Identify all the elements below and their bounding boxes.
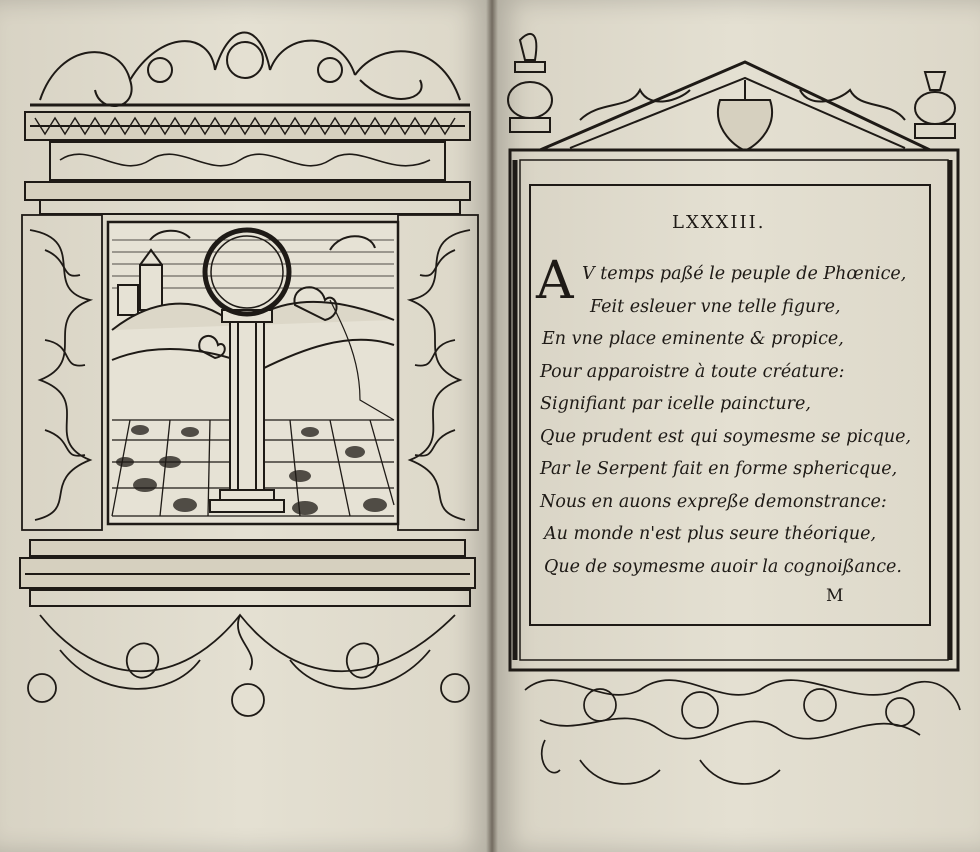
top-ornament [30, 33, 470, 107]
verse-line: Nous en auons expreße demonstrance: [540, 491, 887, 512]
verse-block [540, 258, 940, 583]
verse-line: V temps paßé le peuple de Phœnice, [582, 264, 907, 284]
verse-line: En vne place eminente & propice, [542, 329, 844, 349]
verse-line: Feit esleuer vne telle figure, [590, 296, 841, 317]
right-acanthus [398, 215, 478, 530]
pediment [508, 34, 955, 150]
verse-line: Au monde n'est plus seure théorique, [544, 524, 877, 544]
drop-cap: A [536, 251, 574, 311]
verse-line: Que prudent est qui soymesme se picque, [540, 426, 912, 447]
emblem-number: LXXXIII. [672, 212, 766, 233]
verse-line: Par le Serpent fait en forme sphericque, [540, 459, 898, 479]
verse-line: Pour apparoistre à toute créature: [540, 361, 845, 382]
serpent-column-scene [108, 222, 398, 524]
signature-mark: M [826, 586, 844, 606]
foliage-ornament [525, 680, 960, 784]
left-acanthus [22, 215, 102, 530]
verse-line: Signifiant par icelle paincture, [540, 394, 811, 414]
verse-line: Que de soymesme auoir la cognoißance. [544, 556, 902, 577]
bottom-ornament [28, 615, 469, 716]
